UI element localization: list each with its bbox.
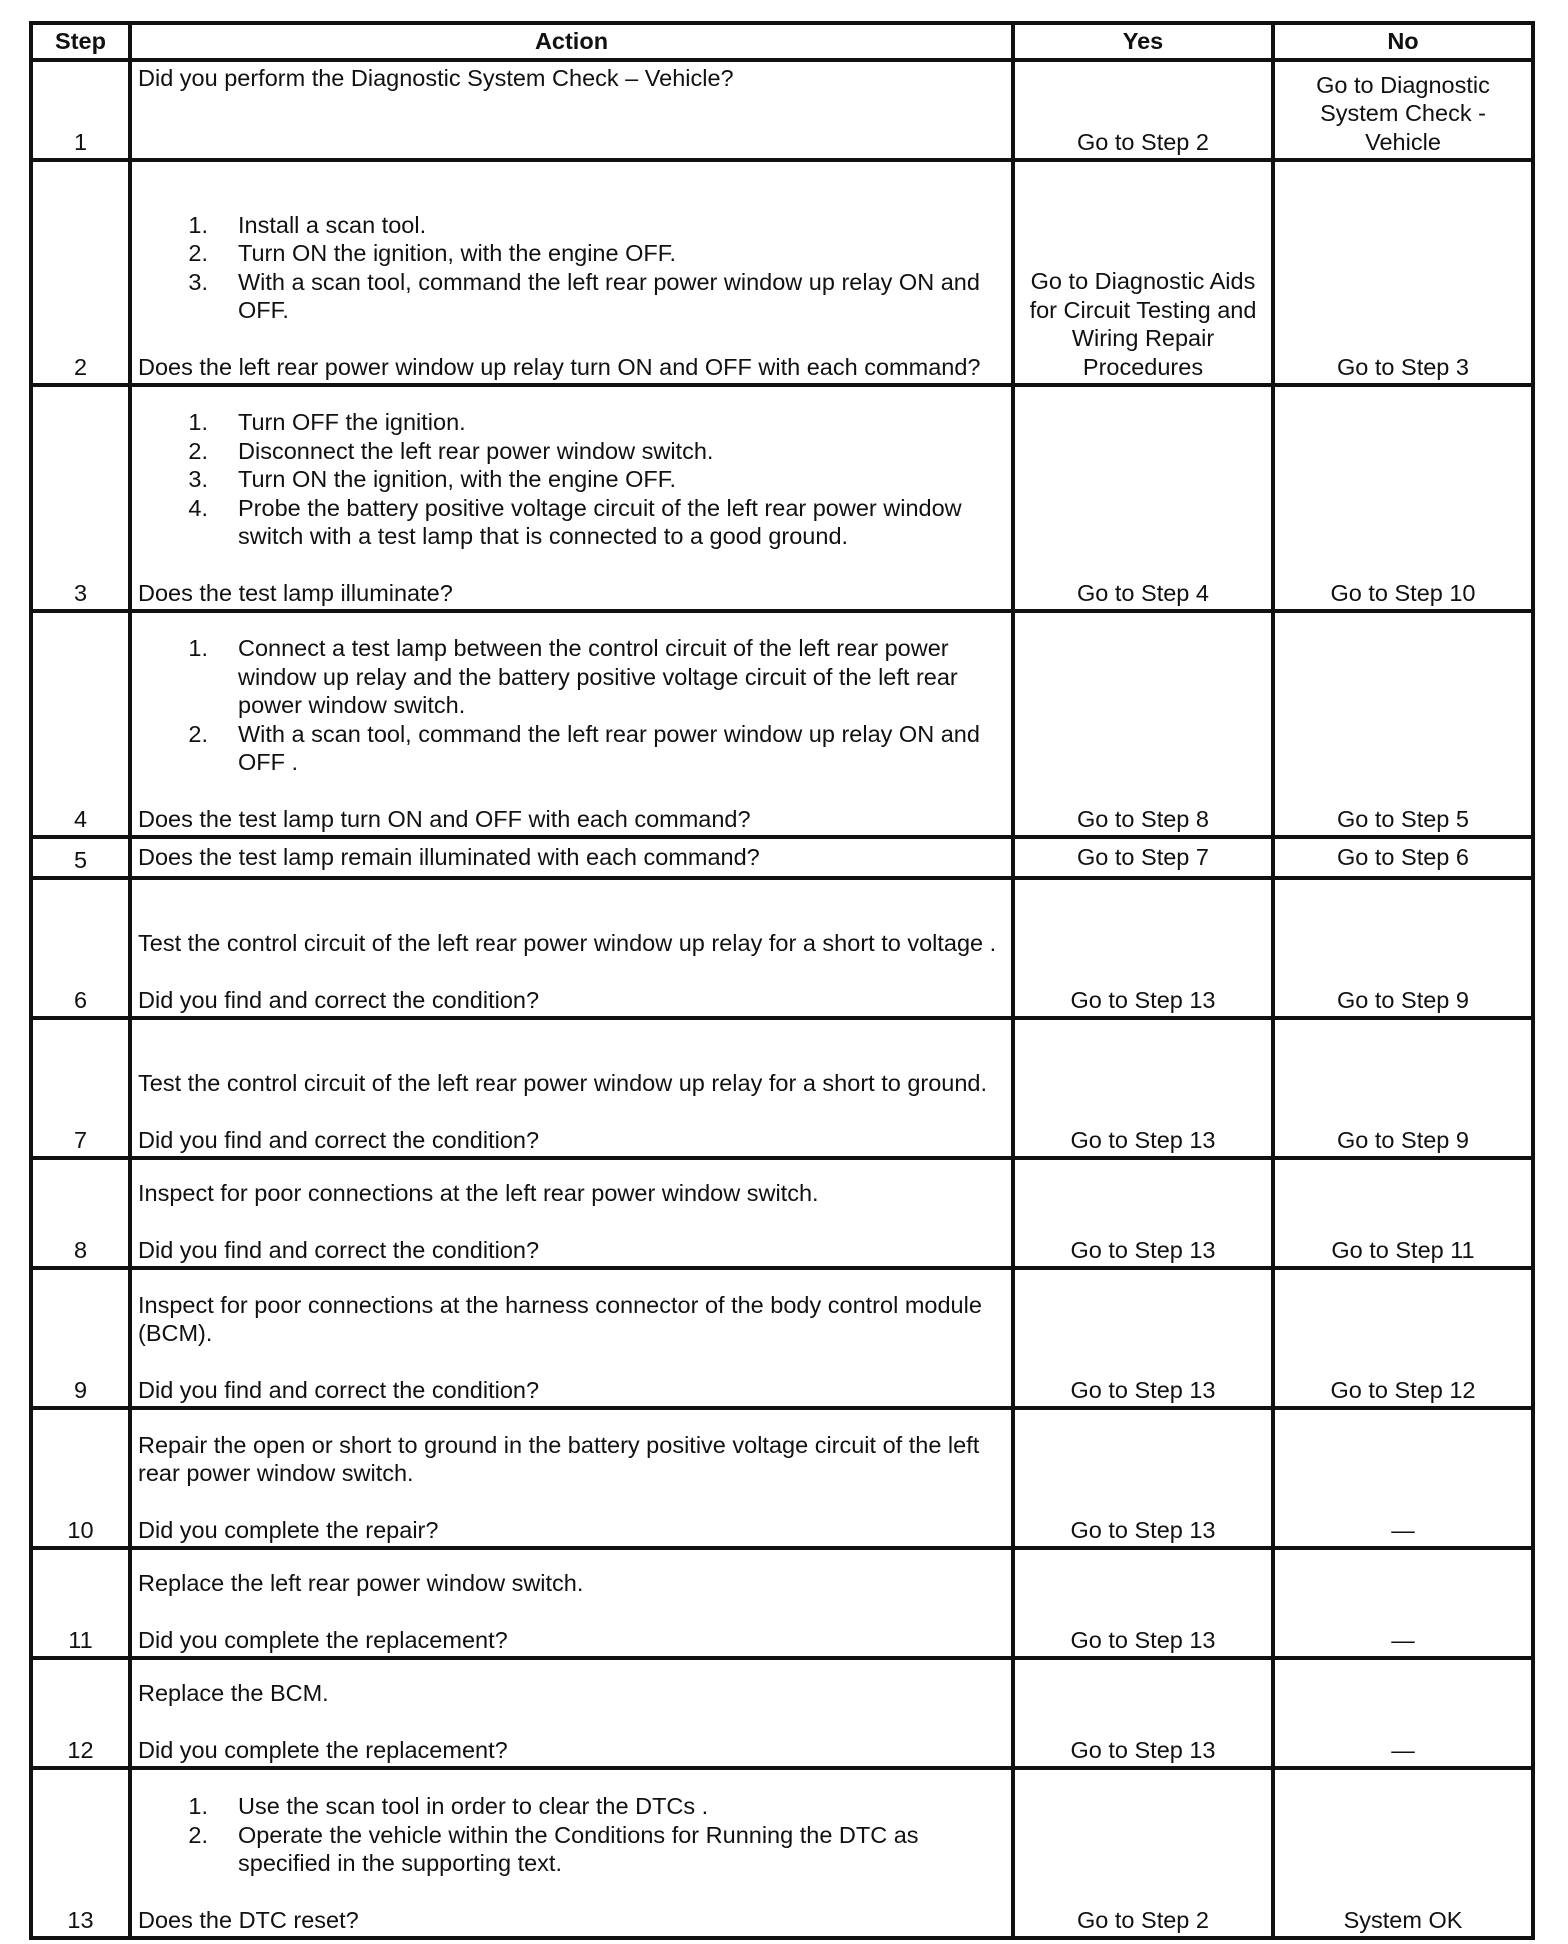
spacer [138,551,1005,579]
action-instruction: Test the control circuit of the left rear power window up relay for a short to ground. [138,1070,988,1096]
no-result-text: — [1391,1736,1415,1763]
table-row [31,1018,1533,1158]
yes-result [1013,1158,1273,1268]
action-steps-list [138,1792,1005,1878]
table-row [31,160,1533,385]
action-step-text: Use the scan tool in order to clear the DTCs . [238,1793,709,1819]
header-yes: Yes [1013,23,1273,60]
no-result-text: System OK [1343,1906,1463,1933]
no-result-text: Go to Step 6 [1337,844,1469,871]
action-step-number: 1. [188,211,208,238]
action-cell [130,1658,1013,1768]
no-result-text: Go to Step 9 [1337,986,1469,1013]
no-result [1273,837,1533,878]
action-step-number: 2. [188,437,208,464]
yes-result [1013,1018,1273,1158]
action-step-number: 3. [188,466,208,492]
action-cell [130,60,1013,160]
spacer [138,1208,1005,1236]
table-row [31,1548,1533,1658]
step-number: 12 [31,1658,130,1768]
table-row [31,1768,1533,1938]
yes-result-text: Go to Step 8 [1077,805,1209,832]
no-result [1273,160,1533,385]
action-cell [130,837,1013,878]
table-row [31,1268,1533,1408]
yes-result-text: Go to Step 13 [1070,1626,1216,1653]
action-cell [130,1158,1013,1268]
step-number: 11 [31,1548,130,1658]
action-step-item [138,1792,1005,1821]
no-result [1273,878,1533,1018]
step-number: 6 [31,878,130,1018]
action-step-item [138,437,1005,466]
header-no: No [1273,23,1533,60]
action-step-text: Operate the vehicle within the Conditions for Running the DTC as specified in the supporting text. [238,1821,919,1876]
action-instruction: Replace the BCM. [138,1680,329,1706]
action-question: Does the DTC reset? [138,1906,359,1933]
action-question: Did you find and correct the condition? [138,1126,540,1153]
spacer [138,958,1005,986]
action-cell [130,611,1013,837]
no-result-text: Go to Step 9 [1337,1126,1469,1153]
step-number: 2 [31,160,130,385]
action-question: Did you find and correct the condition? [138,986,540,1013]
action-step-item [138,268,1005,325]
action-instruction: Repair the open or short to ground in the battery positive voltage circuit of the left rear power window switch. [138,1431,980,1486]
no-result [1273,611,1533,837]
yes-result-text: Go to Step 13 [1070,1236,1216,1263]
action-question: Does the test lamp remain illuminated with each command? [138,844,760,871]
action-step-text: With a scan tool, command the left rear power window up relay ON and OFF . [238,720,980,775]
spacer [138,1488,1005,1516]
no-result [1273,1548,1533,1658]
table-body [31,60,1533,1938]
action-question: Did you complete the repair? [138,1516,439,1543]
action-step-number: 1. [188,635,208,661]
action-step-item [138,408,1005,437]
action-step-item [138,634,1005,720]
action-step-text: Turn ON the ignition, with the engine OFF. [238,466,677,492]
no-result-text: Go to Step 5 [1337,805,1469,832]
no-result [1273,1018,1533,1158]
no-result-text: — [1391,1626,1415,1653]
action-steps-list [138,408,1005,551]
spacer [138,325,1005,353]
no-result [1273,385,1533,611]
step-number: 5 [31,837,130,878]
yes-result-text: Go to Step 2 [1077,128,1209,155]
no-result-text: Go to Diagnostic System Check - Vehicle [1316,71,1490,155]
no-result [1273,1658,1533,1768]
action-step-number: 3. [188,268,208,295]
yes-result-text: Go to Step 7 [1077,844,1209,871]
yes-result-text: Go to Step 13 [1070,1516,1216,1543]
action-question: Does the left rear power window up relay turn ON and OFF with each command? [138,353,981,380]
action-step-item [138,494,1005,551]
header-action: Action [130,23,1013,60]
no-result [1273,1158,1533,1268]
action-step-text: Turn OFF the ignition. [238,409,466,435]
table-row [31,837,1533,878]
yes-result [1013,160,1273,385]
header-row [31,23,1533,60]
yes-result [1013,1768,1273,1938]
action-instruction: Replace the left rear power window switch. [138,1570,584,1596]
step-number: 10 [31,1408,130,1548]
table-row [31,878,1533,1018]
no-result [1273,1268,1533,1408]
yes-result [1013,837,1273,878]
action-step-number: 1. [188,1793,208,1819]
yes-result [1013,878,1273,1018]
action-step-text: Turn ON the ignition, with the engine OFF. [238,240,677,266]
step-number: 4 [31,611,130,837]
action-question: Did you complete the replacement? [138,1736,508,1763]
yes-result [1013,1268,1273,1408]
table-row [31,385,1533,611]
action-step-number: 2. [188,1821,208,1848]
spacer [138,1708,1005,1736]
table-row [31,1658,1533,1768]
action-question: Does the test lamp turn ON and OFF with each command? [138,805,751,832]
yes-result-text: Go to Step 2 [1077,1906,1209,1933]
action-step-item [138,465,1005,494]
action-instruction: Test the control circuit of the left rear power window up relay for a short to voltage . [138,930,997,956]
yes-result [1013,611,1273,837]
step-number: 3 [31,385,130,611]
action-cell [130,1018,1013,1158]
no-result-text: Go to Step 10 [1330,579,1476,606]
action-step-number: 4. [188,494,208,521]
action-step-number: 2. [188,720,208,747]
step-number: 1 [31,60,130,160]
action-step-item [138,720,1005,777]
action-step-item [138,211,1005,240]
step-number: 9 [31,1268,130,1408]
spacer [138,1098,1005,1126]
header-step: Step [31,23,130,60]
action-step-item [138,1821,1005,1878]
no-result-text: — [1391,1516,1415,1543]
action-cell [130,160,1013,385]
step-number: 8 [31,1158,130,1268]
action-step-text: With a scan tool, command the left rear power window up relay ON and OFF. [238,268,980,323]
no-result-text: Go to Step 12 [1330,1376,1476,1403]
action-step-number: 2. [188,240,208,266]
action-step-text: Disconnect the left rear power window switch. [238,437,714,464]
diagnostic-table-container [29,21,1531,1940]
action-instruction: Inspect for poor connections at the left rear power window switch. [138,1180,819,1206]
table-row [31,1158,1533,1268]
yes-result-text: Go to Step 13 [1070,1736,1216,1763]
table-row [31,60,1533,160]
action-steps-list [138,211,1005,325]
step-number: 7 [31,1018,130,1158]
yes-result-text: Go to Diagnostic Aids for Circuit Testing and Wiring Repair Procedures [1029,268,1257,380]
action-cell [130,878,1013,1018]
no-result-text: Go to Step 3 [1337,353,1469,380]
action-cell [130,1268,1013,1408]
action-question: Does the test lamp illuminate? [138,579,453,606]
action-step-item [138,239,1005,268]
action-cell [130,385,1013,611]
yes-result [1013,60,1273,160]
no-result-text: Go to Step 11 [1331,1236,1475,1263]
no-result [1273,1408,1533,1548]
yes-result-text: Go to Step 13 [1070,1376,1216,1403]
action-cell [130,1548,1013,1658]
table-row [31,1408,1533,1548]
step-number: 13 [31,1768,130,1938]
no-result [1273,1768,1533,1938]
yes-result-text: Go to Step 13 [1070,1126,1216,1153]
yes-result-text: Go to Step 13 [1070,986,1216,1013]
action-step-text: Probe the battery positive voltage circuit of the left rear power window switch with a test lamp that is connected to a good ground. [238,494,962,549]
action-question: Did you perform the Diagnostic System Check – Vehicle? [138,65,734,91]
action-cell [130,1408,1013,1548]
spacer [138,1878,1005,1906]
spacer [138,1598,1005,1626]
action-step-text: Install a scan tool. [238,211,427,238]
action-instruction: Inspect for poor connections at the harness connector of the body control module (BCM). [138,1291,982,1346]
diagnostic-table [29,21,1535,1940]
action-question: Did you complete the replacement? [138,1626,508,1653]
action-steps-list [138,634,1005,777]
spacer [138,777,1005,805]
action-question: Did you find and correct the condition? [138,1376,540,1403]
no-result [1273,60,1533,160]
action-step-number: 1. [188,409,208,435]
action-cell [130,1768,1013,1938]
spacer [138,1348,1005,1376]
yes-result [1013,1658,1273,1768]
action-step-text: Connect a test lamp between the control circuit of the left rear power window up relay and the battery positive voltage circuit of the left rear power window switch. [238,635,958,718]
table-row [31,611,1533,837]
yes-result [1013,1408,1273,1548]
yes-result [1013,1548,1273,1658]
action-question: Did you find and correct the condition? [138,1236,540,1263]
yes-result [1013,385,1273,611]
yes-result-text: Go to Step 4 [1077,579,1209,606]
